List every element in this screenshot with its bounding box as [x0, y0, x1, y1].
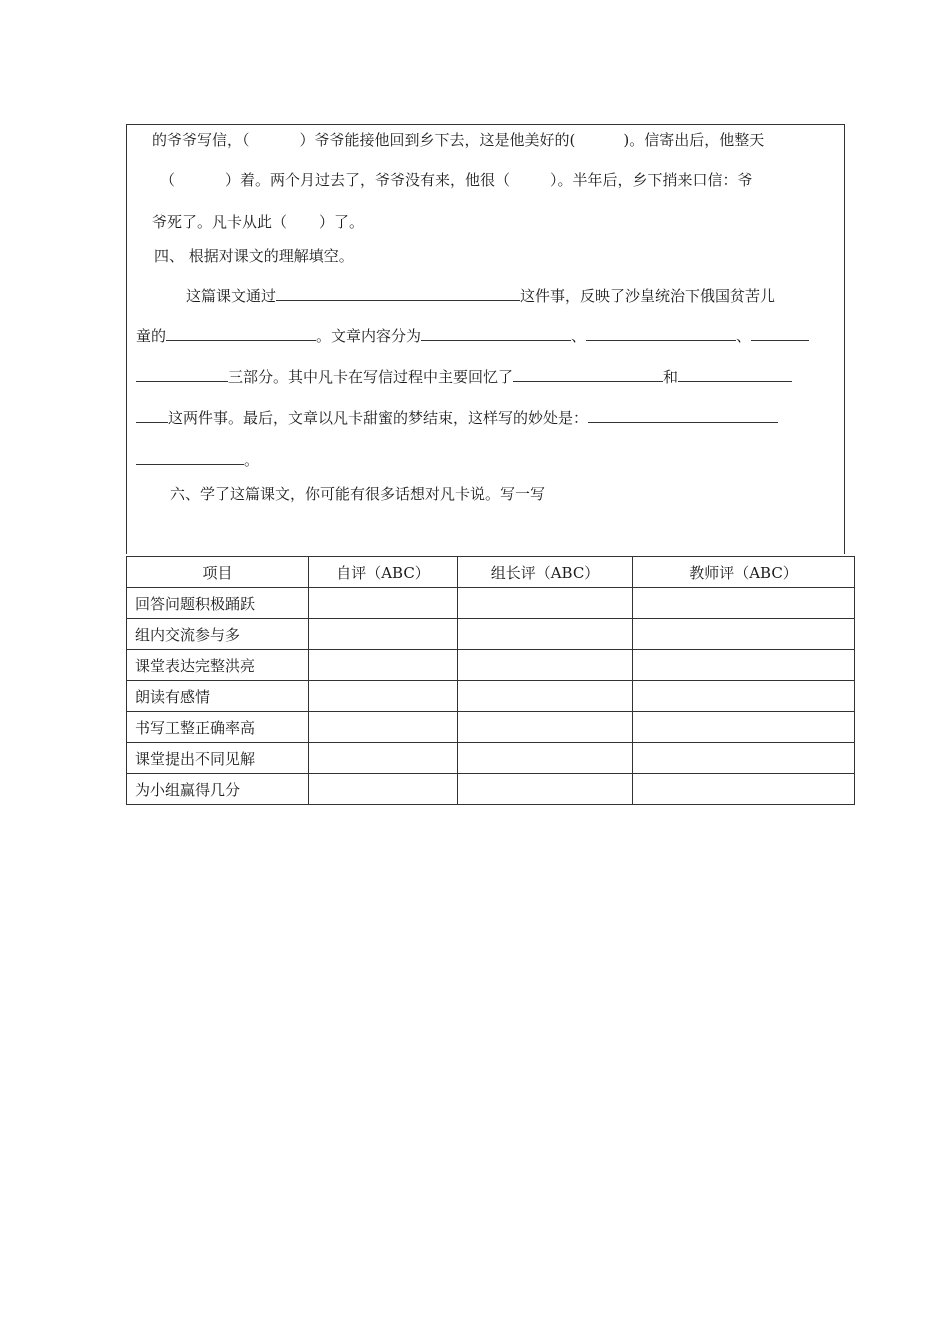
text: ）了。	[319, 213, 365, 231]
fill-blank[interactable]	[751, 324, 809, 341]
text: 。文章内容分为	[316, 327, 422, 345]
table-row	[127, 743, 855, 774]
fill-blank[interactable]	[513, 365, 663, 382]
self-cell[interactable]	[309, 712, 458, 743]
self-cell[interactable]	[309, 743, 458, 774]
leader-cell[interactable]	[458, 743, 633, 774]
row-label: 课堂表达完整洪亮	[127, 650, 309, 681]
text: 、	[736, 327, 752, 345]
leader-cell[interactable]	[458, 650, 633, 681]
fill-line-4	[136, 406, 778, 428]
fill-line-2	[136, 324, 809, 346]
passage-line-2	[160, 170, 753, 190]
self-cell[interactable]	[309, 619, 458, 650]
text: （	[160, 171, 176, 189]
teacher-cell[interactable]	[633, 712, 855, 743]
row-label: 书写工整正确率高	[127, 712, 309, 743]
text: 这篇课文通过	[186, 287, 277, 305]
header-teacher: 教师评（ABC）	[633, 557, 855, 588]
text: 童的	[136, 327, 167, 345]
evaluation-table	[126, 556, 855, 805]
text: 三部分。其中凡卡在写信过程中主要回忆了	[228, 368, 514, 386]
table-row	[127, 712, 855, 743]
fill-blank[interactable]	[166, 324, 316, 341]
teacher-cell[interactable]	[633, 650, 855, 681]
row-label: 组内交流参与多	[127, 619, 309, 650]
fill-blank[interactable]	[678, 365, 792, 382]
fill-line-5	[136, 448, 259, 470]
text: ）着。两个月过去了，爷爷没有来，他很（	[225, 171, 511, 189]
fill-blank[interactable]	[136, 406, 168, 423]
header-leader: 组长评（ABC）	[458, 557, 633, 588]
self-cell[interactable]	[309, 681, 458, 712]
table-row	[127, 774, 855, 805]
section-4-heading: 四、 根据对课文的理解填空。	[154, 247, 354, 265]
self-cell[interactable]	[309, 588, 458, 619]
header-self: 自评（ABC）	[309, 557, 458, 588]
leader-cell[interactable]	[458, 774, 633, 805]
self-cell[interactable]	[309, 774, 458, 805]
table-row	[127, 588, 855, 619]
text: 和	[663, 368, 679, 386]
leader-cell[interactable]	[458, 681, 633, 712]
text: ）爷爷能接他回到乡下去，这是他美好的(	[299, 131, 576, 149]
teacher-cell[interactable]	[633, 619, 855, 650]
text: 这两件事。最后，文章以凡卡甜蜜的梦结束，这样写的妙处是：	[168, 409, 589, 427]
teacher-cell[interactable]	[633, 681, 855, 712]
row-label: 朗读有感情	[127, 681, 309, 712]
passage-line-3	[152, 212, 364, 232]
fill-blank[interactable]	[276, 284, 520, 301]
table-row	[127, 681, 855, 712]
leader-cell[interactable]	[458, 712, 633, 743]
fill-blank[interactable]	[421, 324, 571, 341]
row-label: 为小组赢得几分	[127, 774, 309, 805]
header-item: 项目	[127, 557, 309, 588]
self-cell[interactable]	[309, 650, 458, 681]
fill-blank[interactable]	[136, 365, 228, 382]
passage-line-1	[152, 130, 764, 150]
fill-blank[interactable]	[588, 406, 778, 423]
text: 这件事，反映了沙皇统治下俄国贫苦儿	[520, 287, 776, 305]
row-label: 回答问题积极踊跃	[127, 588, 309, 619]
leader-cell[interactable]	[458, 619, 633, 650]
text: 的爷爷写信，（	[152, 131, 250, 149]
leader-cell[interactable]	[458, 588, 633, 619]
text: 、	[571, 327, 587, 345]
row-label: 课堂提出不同见解	[127, 743, 309, 774]
section-6-heading: 六、学了这篇课文，你可能有很多话想对凡卡说。写一写	[170, 485, 546, 503]
table-header-row	[127, 557, 855, 588]
fill-blank[interactable]	[136, 448, 244, 465]
teacher-cell[interactable]	[633, 588, 855, 619]
fill-line-1	[186, 284, 775, 306]
teacher-cell[interactable]	[633, 743, 855, 774]
fill-line-3	[136, 365, 792, 387]
table-row	[127, 619, 855, 650]
text: ）。半年后，乡下捎来口信：爷	[550, 171, 753, 189]
teacher-cell[interactable]	[633, 774, 855, 805]
fill-blank[interactable]	[586, 324, 736, 341]
text: 。	[244, 451, 260, 469]
text: )。信寄出后，他整天	[623, 131, 765, 149]
table-row	[127, 650, 855, 681]
text: 爷死了。凡卡从此（	[152, 213, 288, 231]
